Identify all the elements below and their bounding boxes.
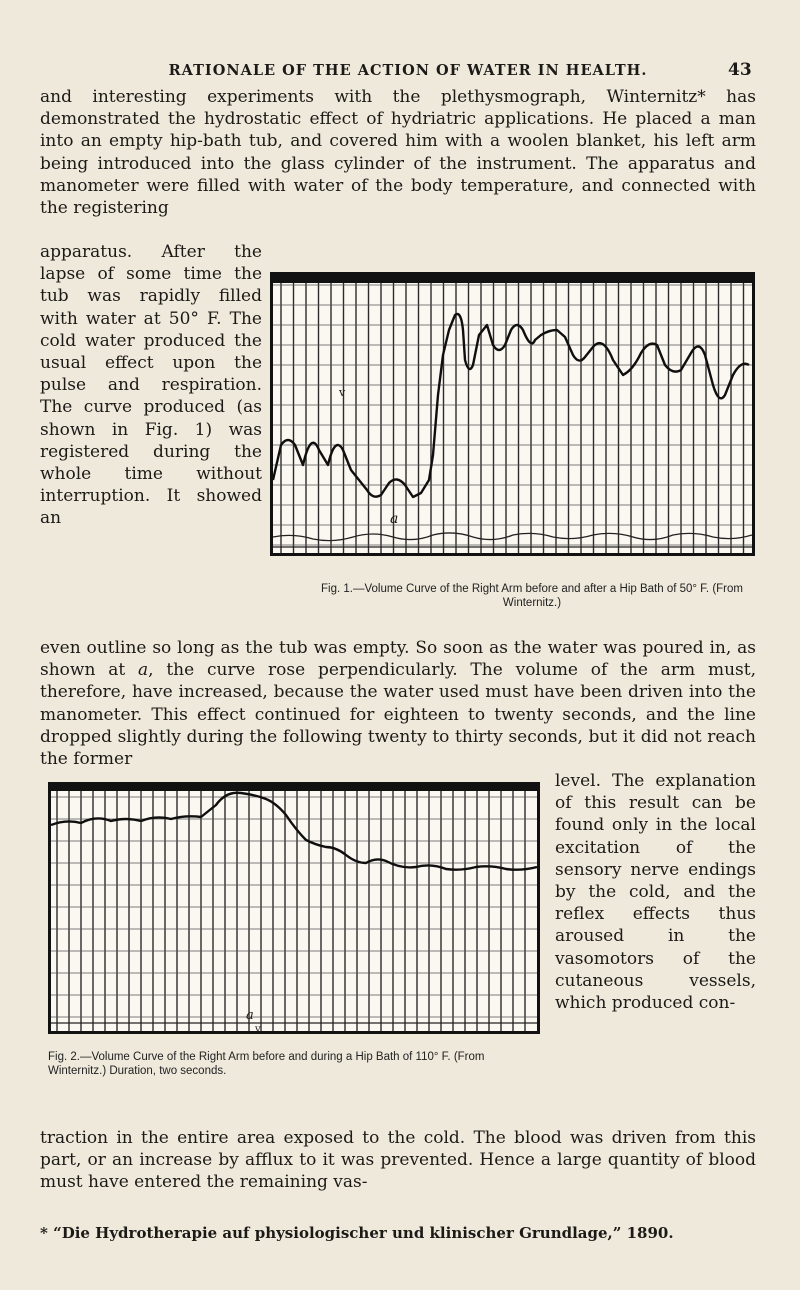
figure-1-caption: Fig. 1.—Volume Curve of the Right Arm before and after a Hip Bath of 50° F. (From Winternitz.) (321, 583, 743, 609)
figure-2-marker-a: a (246, 1008, 254, 1023)
paragraph-2-text-b: , the curve rose perpendicularly. The volume of the arm must, therefore, have increased, because the water used must have been driven into the manometer. This effect continued for eighteen to twenty seconds, and the line dropped slightly during the following twenty to thirty seconds, but it did not reach the former (40, 660, 756, 770)
figure-2-top-band (51, 785, 537, 791)
paragraph-2-full (40, 637, 756, 770)
figure-1-graphic (273, 275, 752, 553)
page-number: 43 (728, 60, 752, 80)
figure-2-marker-v: v (255, 1024, 261, 1035)
figure-1-top-band (273, 275, 752, 283)
figure-1-marker-v: v (339, 386, 346, 399)
figure-2-volume-trace (51, 793, 537, 870)
figure-1-volume-trace (273, 314, 749, 497)
paragraph-2-text-a: even outline so long as the tub was empty. So soon as the water was poured in, as shown at (40, 638, 756, 681)
figure-1-plethysmograph-curve (270, 272, 755, 556)
figure-2-graphic (51, 785, 537, 1031)
paragraph-2-narrow: level. The explanation of this result can be found only in the local excitation of the sensory nerve endings by the cold, and the reflex effects thus aroused in the vasomotors of the cutaneous vessels, which produced con- (555, 771, 756, 1014)
footnote: * “Die Hydrotherapie auf physiologischer und klinischer Grundlage,” 1890. (40, 1224, 674, 1242)
paragraph-1-narrow: apparatus. After the lapse of some time the tub was rapidly filled with water at 50° F. The cold water produced the usual effect upon the pulse and respiration. The curve produced (as shown in Fig. 1) was registered during the whole time without interruption. It showed an (40, 242, 262, 529)
figure-1-marker-a: a (390, 511, 399, 527)
paragraph-2-marker: a (137, 660, 149, 681)
paragraph-1-full: and interesting experiments with the plethysmograph, Winternitz* has demonstrated the hydrostatic effect of hydriatric applications. He placed a man into an empty hip-bath tub, and covered him with a woolen blanket, his left arm being introduced into the glass cylinder of the instrument. The apparatus and manometer were filled with water of the body temperature, and connected with the registering (40, 87, 756, 219)
figure-2-plethysmograph-curve (48, 782, 540, 1034)
figure-1-respiration-trace (273, 533, 752, 541)
running-head: RATIONALE OF THE ACTION OF WATER IN HEALTH. (168, 62, 648, 79)
paragraph-3-full: traction in the entire area exposed to the cold. The blood was driven from this part, or an increase by afflux to it was prevented. Hence a large quantity of blood must have entered the remaining vas- (40, 1128, 756, 1193)
figure-2-caption: Fig. 2.—Volume Curve of the Right Arm before and during a Hip Bath of 110° F. (From Winternitz.) Duration, two seconds. (48, 1051, 485, 1077)
